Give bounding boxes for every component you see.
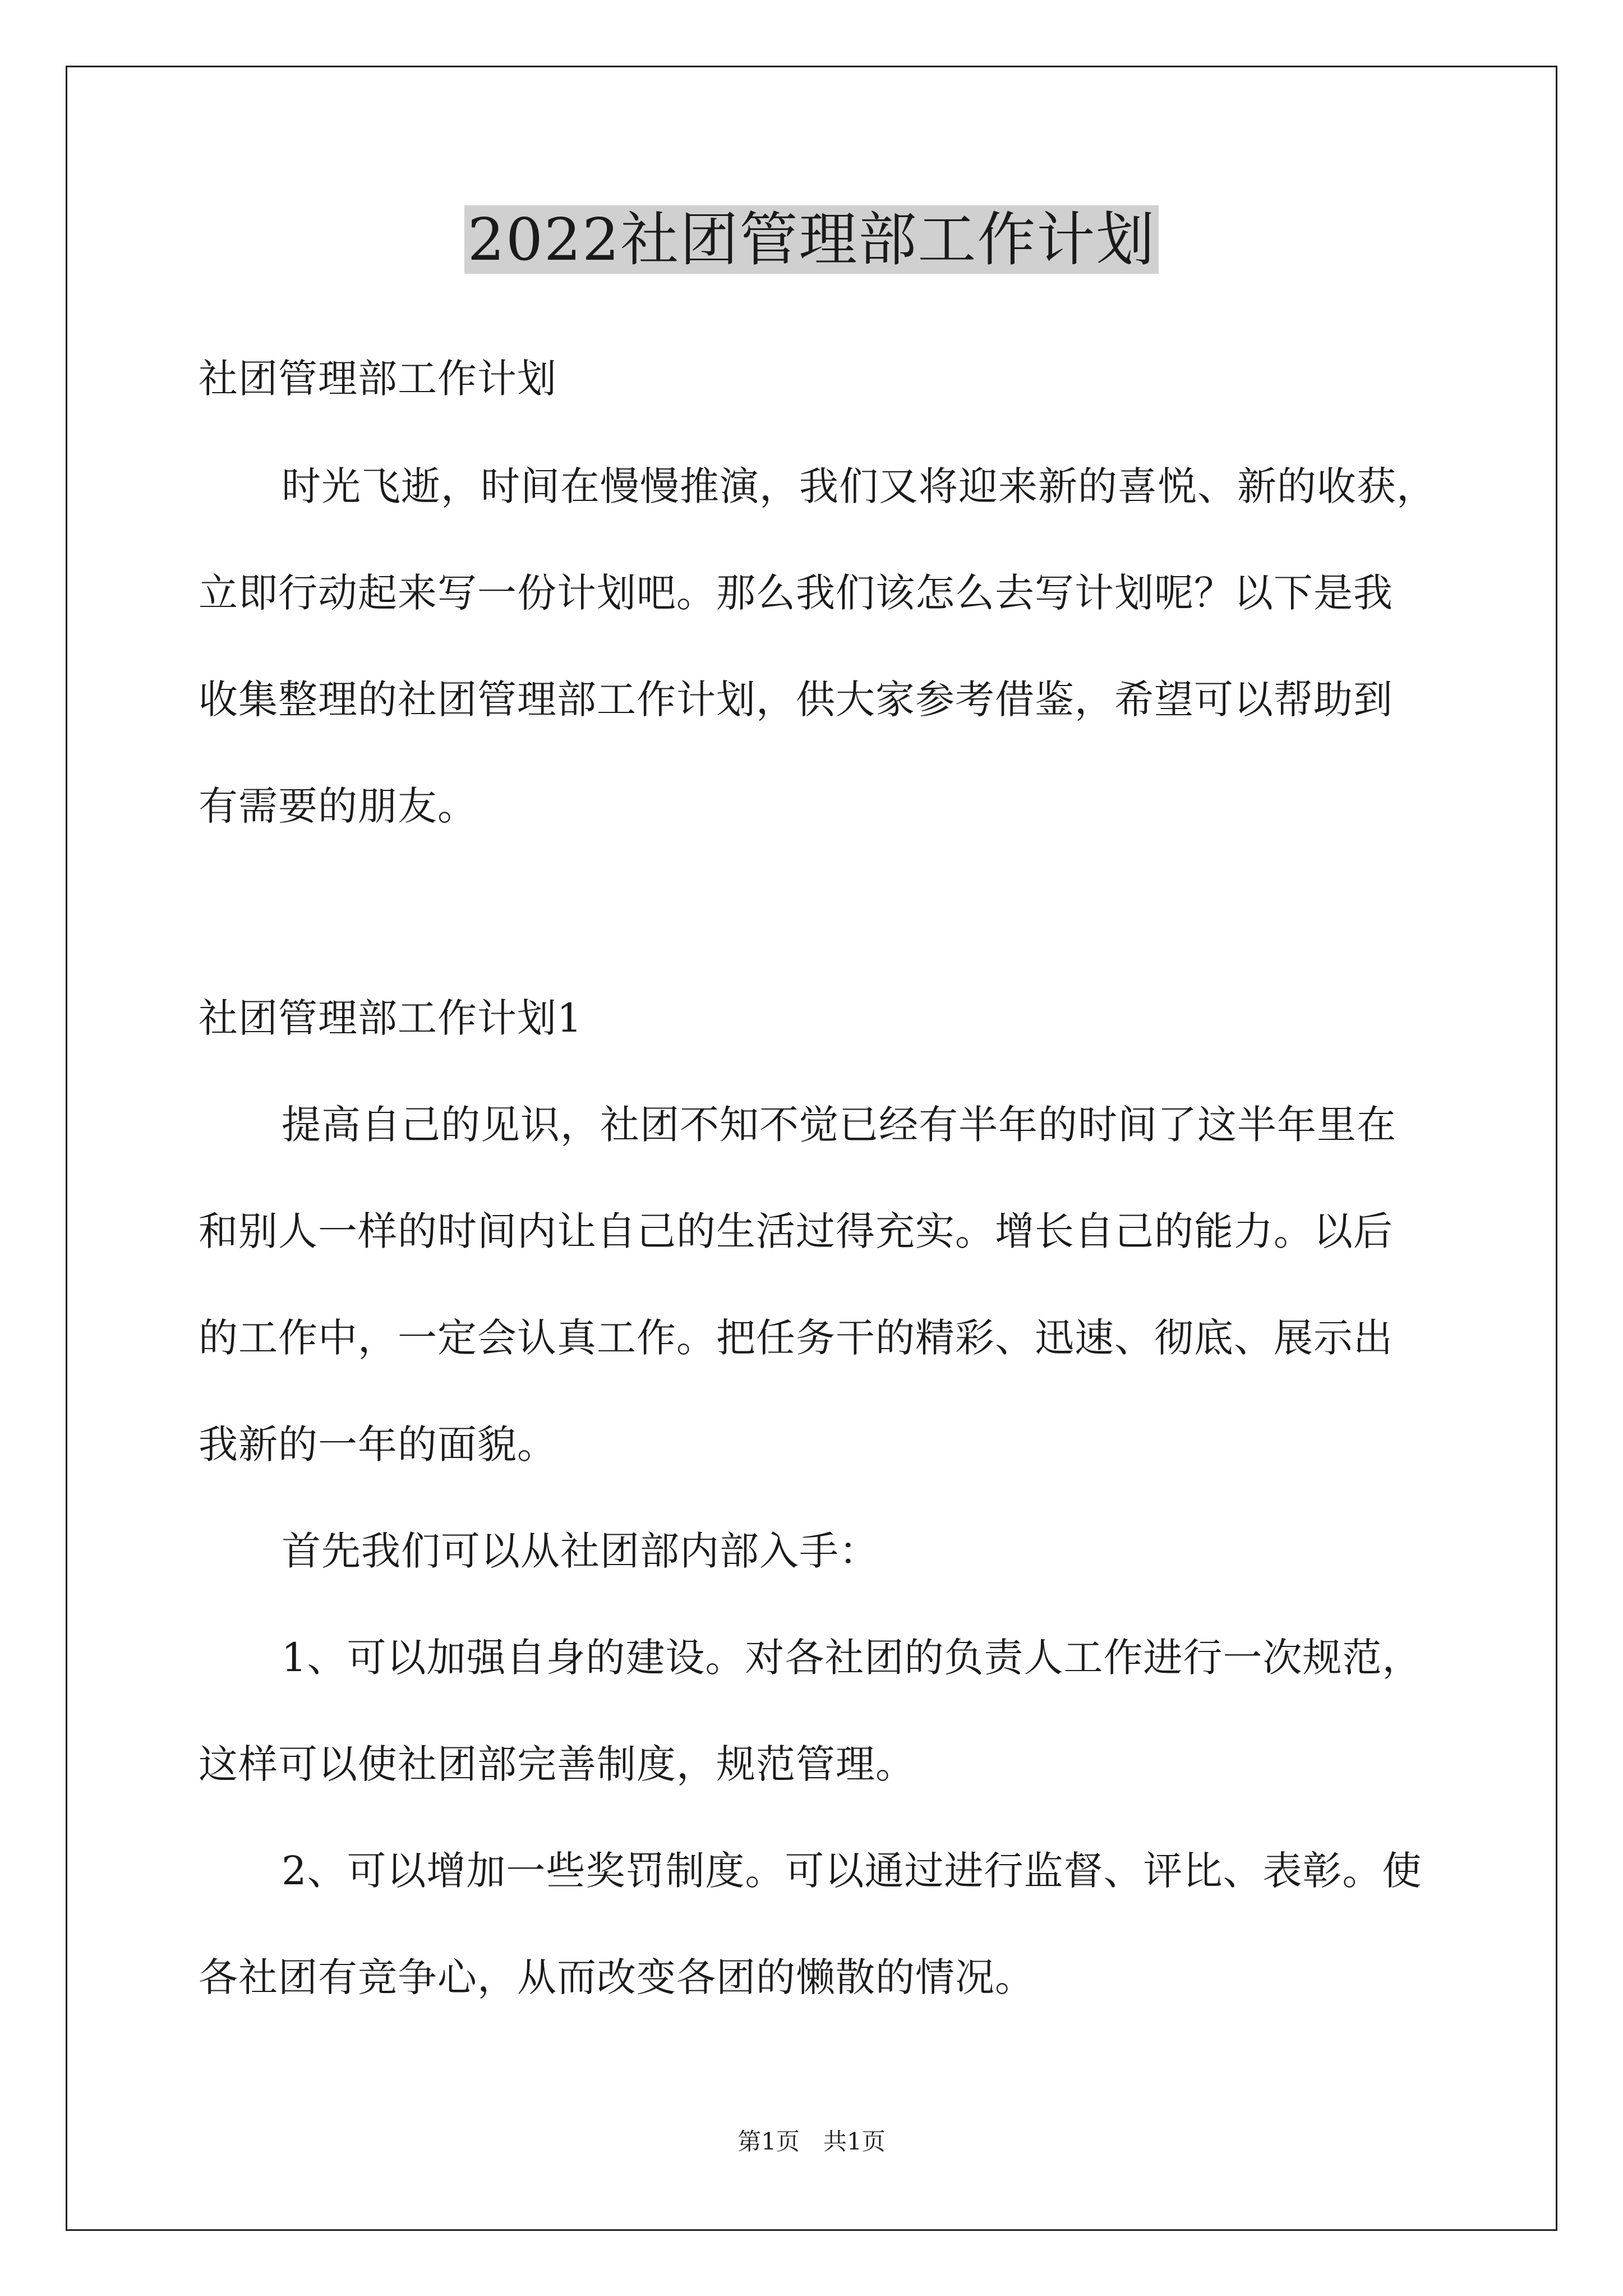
list-item-2-line-1: 2、可以增加一些奖罚制度。可以通过进行监督、评比、表彰。使 <box>282 1848 1422 1894</box>
document-title: 2022社团管理部工作计划 <box>0 203 1623 276</box>
paragraph-line-4: 我新的一年的面貌。 <box>199 1421 557 1467</box>
list-item-1-line-1: 1、可以加强自身的建设。对各社团的负责人工作进行一次规范， <box>282 1635 1422 1681</box>
paragraph-line-2: 和别人一样的时间内让自己的生活过得充实。增长自己的能力。以后 <box>199 1208 1393 1254</box>
paragraph-line-5: 首先我们可以从社团部内部入手： <box>282 1528 879 1574</box>
intro-line-3: 收集整理的社团管理部工作计划，供大家参考借鉴，希望可以帮助到 <box>199 677 1393 723</box>
list-item-2-line-2: 各社团有竞争心，从而改变各团的懒散的情况。 <box>199 1954 1035 2000</box>
section-heading-intro: 社团管理部工作计划 <box>199 356 557 402</box>
list-item-1-line-2: 这样可以使社团部完善制度，规范管理。 <box>199 1741 915 1787</box>
paragraph-line-1: 提高自己的见识，社团不知不觉已经有半年的时间了这半年里在 <box>282 1102 1396 1148</box>
section-heading-1: 社团管理部工作计划1 <box>199 995 583 1041</box>
paragraph-line-3: 的工作中，一定会认真工作。把任务干的精彩、迅速、彻底、展示出 <box>199 1315 1393 1361</box>
intro-line-2: 立即行动起来写一份计划吧。那么我们该怎么去写计划呢？以下是我 <box>199 570 1393 616</box>
intro-line-4: 有需要的朋友。 <box>199 783 477 829</box>
intro-line-1: 时光飞逝，时间在慢慢推演，我们又将迎来新的喜悦、新的收获， <box>282 463 1436 509</box>
page-footer: 第1页 共1页 <box>737 2128 886 2155</box>
